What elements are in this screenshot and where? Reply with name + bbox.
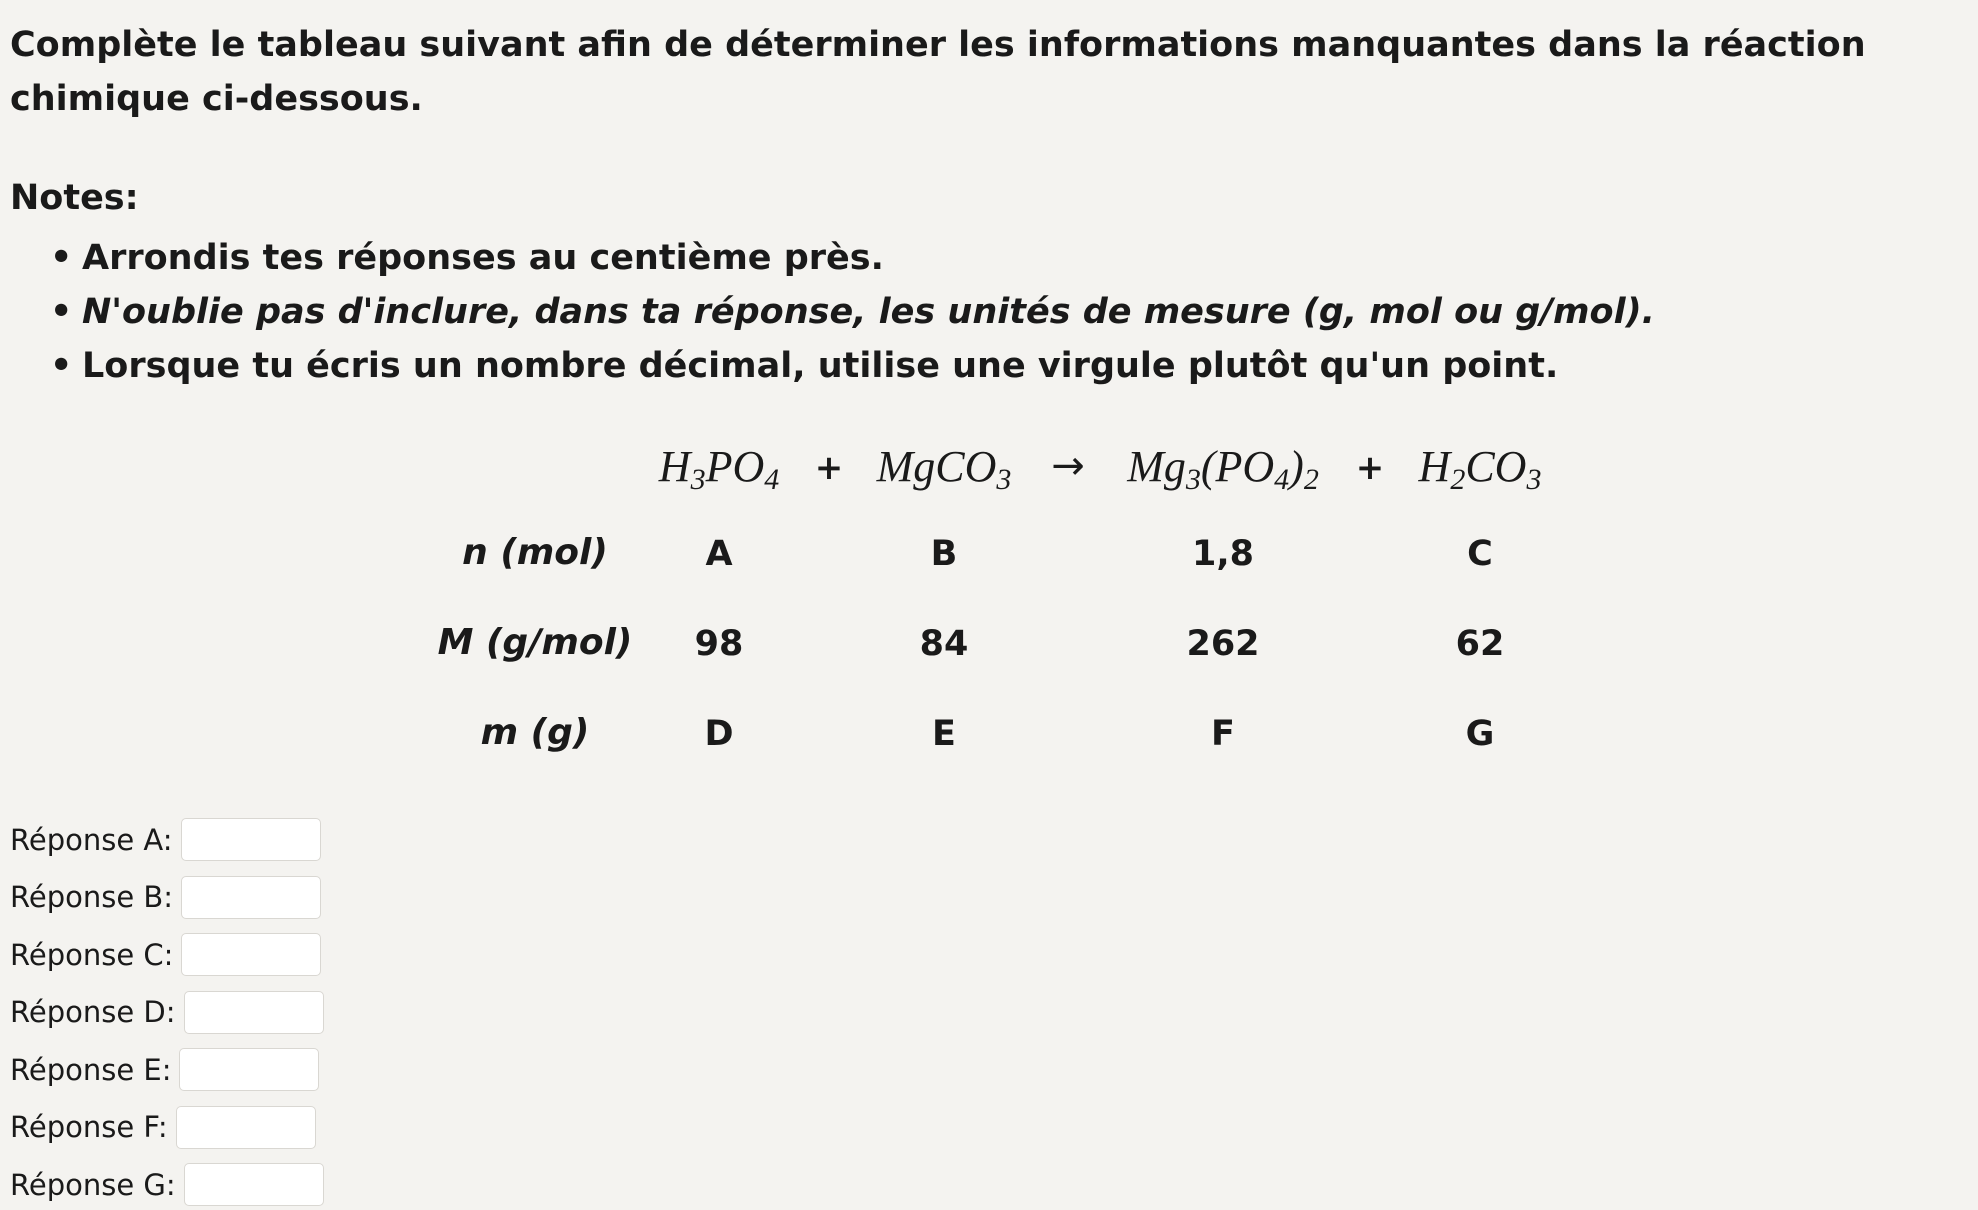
answer-input-c[interactable]	[181, 933, 321, 976]
answer-row-b	[10, 869, 324, 927]
answer-input-f[interactable]	[176, 1106, 316, 1149]
answer-label-c: Réponse C:	[10, 937, 174, 972]
note-item-units: • N'oublie pas d'inclure, dans ta réponse, les unités de mesure (g, mol ou g/mol).	[50, 285, 1655, 339]
answer-input-d[interactable]	[184, 991, 324, 1034]
table-cell: A	[705, 534, 733, 574]
answer-label-d: Réponse D:	[10, 995, 176, 1030]
answer-input-b[interactable]	[181, 876, 321, 919]
table-cell: E	[932, 714, 956, 754]
row-label-molar-mass: M (g/mol)	[437, 622, 633, 663]
reaction-arrow: →	[1051, 443, 1085, 489]
table-cell: 1,8	[1191, 534, 1255, 574]
answer-row-a	[10, 811, 324, 869]
table-cell: B	[930, 534, 958, 574]
answer-input-a[interactable]	[181, 818, 321, 861]
reactant-mgco3: MgCO$_3$	[876, 442, 1012, 496]
row-label-moles: n (mol)	[462, 532, 608, 573]
answer-row-g	[10, 1156, 324, 1210]
product-h2co3: $H_2CO_3$	[1418, 442, 1542, 496]
row-label-mass: m (g)	[480, 712, 590, 753]
notes-list	[50, 231, 1655, 393]
plus-sign: +	[814, 448, 844, 488]
plus-sign: +	[1355, 448, 1385, 488]
table-cell: 84	[919, 624, 969, 664]
answer-label-f: Réponse F:	[10, 1110, 168, 1145]
table-cell: C	[1467, 534, 1493, 574]
answer-label-e: Réponse E:	[10, 1052, 172, 1087]
answer-label-g: Réponse G:	[10, 1167, 176, 1202]
answer-row-c	[10, 926, 324, 984]
answer-row-f	[10, 1099, 324, 1157]
reactant-h3po4: $H_3PO_4$	[658, 442, 780, 496]
answer-row-d	[10, 984, 324, 1042]
table-cell: F	[1211, 714, 1235, 754]
table-cell: D	[704, 714, 734, 754]
note-item-rounding: • Arrondis tes réponses au centième près.	[50, 231, 1655, 285]
notes-title: Notes:	[10, 178, 139, 218]
product-mg3po42: $Mg_3(PO_4)_2$	[1127, 442, 1319, 496]
answer-input-e[interactable]	[179, 1048, 319, 1091]
instructions-text: Complète le tableau suivant afin de déterminer les informations manquantes dans la réaction chimique ci-dessous.	[10, 25, 1866, 119]
note-item-decimal: • Lorsque tu écris un nombre décimal, utilise une virgule plutôt qu'un point.	[50, 339, 1655, 393]
table-cell: G	[1465, 714, 1495, 754]
table-cell: 262	[1186, 624, 1260, 664]
answer-label-a: Réponse A:	[10, 822, 173, 857]
answer-label-b: Réponse B:	[10, 880, 174, 915]
table-cell: 98	[694, 624, 744, 664]
answer-row-e	[10, 1041, 324, 1099]
answer-form	[10, 811, 324, 1210]
table-cell: 62	[1455, 624, 1505, 664]
answer-input-g[interactable]	[184, 1163, 324, 1206]
